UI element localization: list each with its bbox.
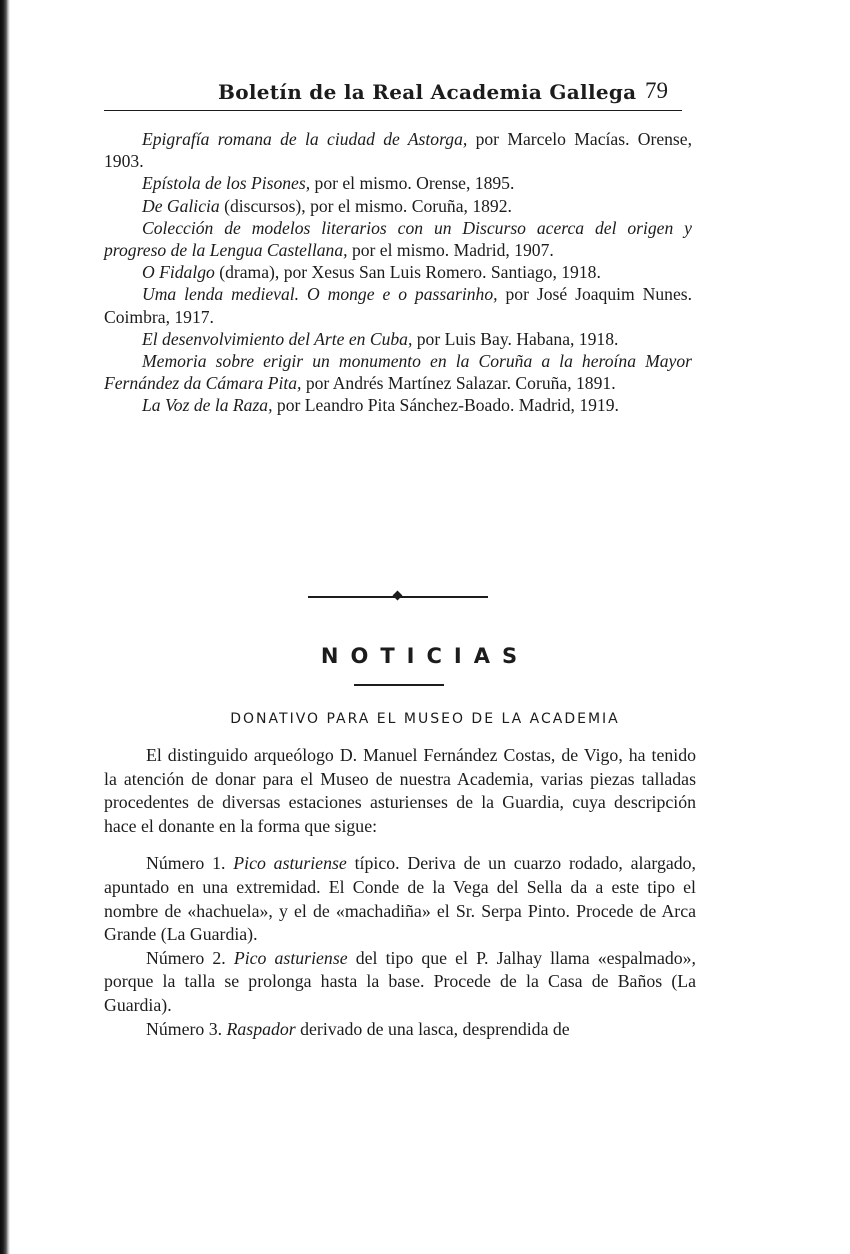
entry-details: por Marcelo Macías. Orense, 1903. (104, 129, 692, 172)
entry-title: Epístola de los Pisones, (142, 173, 311, 194)
section-divider-ornament (308, 592, 488, 602)
item-number: Número 1. (146, 853, 226, 874)
item-term: Pico asturiense (233, 853, 347, 874)
bibliography-list (104, 128, 692, 417)
entry-title: O Fidalgo (142, 262, 215, 283)
bibliography-entry (104, 195, 692, 217)
item-paragraph (104, 852, 696, 946)
entry-title: Memoria sobre erigir un monumento en la Coruña a la heroína Mayor Fernández da Cámara Pita, (104, 351, 692, 394)
entry-title: La Voz de la Raza, (142, 395, 273, 416)
running-title: Boletín de la Real Academia Gallega (218, 80, 637, 104)
bibliography-entry (104, 283, 692, 327)
entry-title: Epigrafía romana de la ciudad de Astorga, (142, 129, 468, 149)
entry-details: (drama), por Xesus San Luis Romero. Santiago, 1918. (214, 262, 601, 283)
subsection-heading: DONATIVO PARA EL MUSEO DE LA ACADEMIA (230, 711, 620, 727)
entry-details: por Leandro Pita Sánchez-Boado. Madrid, 1919. (272, 395, 619, 416)
entry-details: por Andrés Martínez Salazar. Coruña, 1891. (301, 373, 616, 394)
bibliography-entry (104, 350, 692, 394)
item-number: Número 3. (146, 1018, 223, 1039)
item-description: típico. Deriva de un cuarzo rodado, alargado, apuntado en una extremidad. El Conde de la Vega del Sella da a este tipo el nombre de «hachuela», y el de «machadiña» el Sr. Serpa Pinto. Procede de Arca Grande (La Guardia). (104, 853, 696, 945)
section-heading: NOTICIAS (320, 644, 530, 668)
entry-title: El desenvolvimiento del Arte en Cuba, (142, 328, 413, 349)
diamond-ornament-icon (393, 591, 403, 601)
bibliography-entry (104, 172, 692, 194)
intro-paragraph: El distinguido arqueólogo D. Manuel Fernández Costas, de Vigo, ha tenido la atención de donar para el Museo de nuestra Academia, varias piezas talladas procedentes de diversas estaciones asturienses de la Guardia, cuya descripción hace el donante en la forma que sigue: (104, 745, 696, 836)
entry-title: Uma lenda medieval. O monge e o passarinho, (142, 284, 498, 305)
item-number: Número 2. (146, 947, 226, 968)
entry-title: De Galicia (142, 195, 220, 216)
item-paragraph (104, 947, 696, 1018)
entry-details: por José Joaquim Nunes. Coimbra, 1917. (104, 284, 692, 327)
bibliography-entry (104, 128, 692, 172)
item-description: derivado de una lasca, desprendida de (295, 1018, 570, 1039)
entry-details: por el mismo. Madrid, 1907. (347, 240, 554, 261)
heading-underline (354, 684, 444, 686)
book-spine-edge (0, 0, 10, 1254)
item-term: Raspador (226, 1018, 296, 1039)
bibliography-entry (104, 261, 692, 283)
entry-details: por Luis Bay. Habana, 1918. (412, 328, 619, 349)
item-description: del tipo que el P. Jalhay llama «espalmado», porque la talla se prolonga hasta la base. Procede de la Casa de Baños (La Guardia). (104, 947, 696, 1015)
entry-details: por el mismo. Orense, 1895. (310, 173, 515, 194)
bibliography-entry (104, 328, 692, 350)
article-body (104, 744, 696, 1041)
page-number: 79 (645, 78, 668, 103)
bibliography-entry (104, 394, 692, 416)
item-term: Pico asturiense (233, 947, 348, 968)
item-paragraph (104, 1018, 696, 1042)
entry-title: Colección de modelos literarios con un Discurso acerca del origen y progreso de la Lengua Castellana, (104, 217, 692, 261)
entry-details: (discursos), por el mismo. Coruña, 1892. (219, 195, 512, 216)
running-header (104, 76, 682, 111)
bibliography-entry (104, 217, 692, 261)
